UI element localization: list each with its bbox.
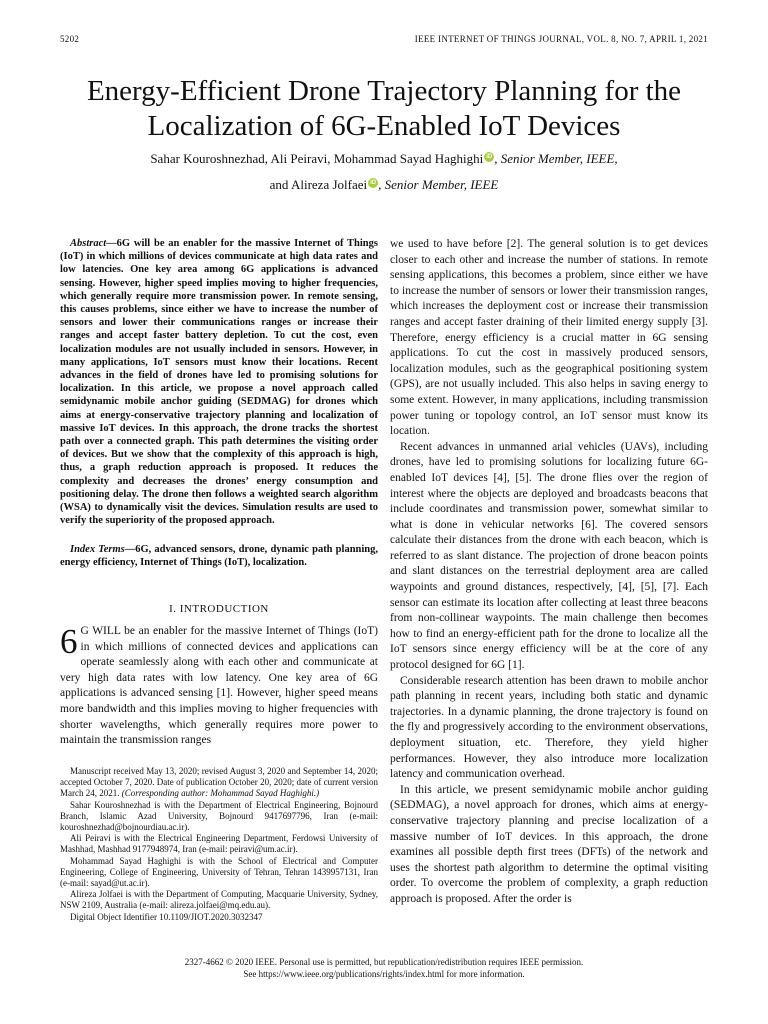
author-names-1: Sahar Kouroshnezhad, Ali Peiravi, Mohammad Sayad Haghighi bbox=[150, 151, 484, 166]
footnote: Manuscript received May 13, 2020; revised August 3, 2020 and September 14, 2020; accepted October 7, 2020. Date of publication October 20, 2020; date of current version March 24, 2021. (Corresponding author: Mohammad Sayad Haghighi.) bbox=[60, 766, 378, 799]
body-paragraph: Considerable research attention has been drawn to mobile anchor path planning in recent years, including both static and dynamic trajectories. In a dynamic planning, the drone trajectory is found on the fly and progressively according to the environment observations, deployment situation, etc. Therefore, they yield higher performances. However, they also introduce more localization latency and communication overhead. bbox=[390, 674, 708, 781]
orcid-icon[interactable]: iD bbox=[486, 154, 493, 160]
footnote: Sahar Kouroshnezhad is with the Department of Electrical Engineering, Bojnourd Branch, Islamic Azad University, Bojnourd 9417697796, Iran (e-mail: kouroshnezhad@bojnourdiau.ac.ir). bbox=[60, 799, 378, 833]
body-paragraph: we used to have before [2]. The general solution is to get devices closer to each other and increase the number of stations. In remote sensing applications, this becomes a problem, since either we have to increase the number of sensors or lower their transmission ranges, which increases the deployment cost or increase their transmission ranges and accept faster draining of their limited energy supply [3]. Therefore, energy efficiency is a crucial matter in 6G sensing applications. To cut the cost in massively produced sensors, localization modules, such as the geographical positioning system (GPS), are not usually included. This also helps in saving energy to some extent. However, in many applications, including transmission power tuning or topology control, an IoT sensor must know its location. bbox=[390, 238, 708, 438]
intro-first-word: G WILL bbox=[80, 625, 121, 637]
abstract-label: Abstract bbox=[70, 238, 107, 249]
author-line-1 bbox=[40, 151, 728, 167]
index-terms bbox=[60, 543, 378, 569]
author-role-2: , Senior Member, IEEE bbox=[378, 177, 499, 192]
running-header bbox=[60, 34, 708, 48]
body-paragraph: In this article, we present semidynamic mobile anchor guiding (SEDMAG), a novel approach for drones, which aims at energy-conservative trajectory planning and precise localization of a massive number of IoT devices. In this approach, the drone examines all possible depth first trees (DFTs) of the network and uses the shortest path algorithm to determine the optimal visiting order. To overcome the problem of complexity, a graph reduction approach is proposed. After the order is bbox=[390, 783, 708, 905]
copyright-line: 2327-4662 © 2020 IEEE. Personal use is permitted, but republication/redistribution requires IEEE permission. bbox=[184, 957, 584, 967]
author-line-2 bbox=[40, 177, 728, 193]
footnote: Ali Peiravi is with the Electrical Engineering Department, Ferdowsi University of Mashhad, Mashhad 9177948974, Iran (e-mail: peiravi@um.ac.ir). bbox=[60, 833, 378, 855]
abstract bbox=[60, 237, 378, 527]
abstract-text: —6G will be an enabler for the massive Internet of Things (IoT) in which millions of devices communicate at high data rates and low latencies. One key area among 6G applications is advanced sensing. However, higher speed implies moving to higher frequencies, which generally require more transmission power. In remote sensing, this causes problems, since either we have to increase the number of sensors and lower their communications ranges or increase their ranges and accept faster battery depletion. To cut the cost, even localization modules are not usually included in sensors. However, in many applications, IoT sensors must know their locations. Recent advances in the field of drones have led to promising solutions for localization. In this article, we propose a novel approach called semidynamic mobile anchor guiding (SEDMAG) for drones which aims at energy-conservative trajectory planning and localization of massive IoT devices. In this approach, the drone tracks the shortest path over a connected graph. This path determines the visiting order of devices. But we show that the complexity of this approach is high, thus, a graph reduction approach is proposed. It reduces the complexity and decreases the drones’ energy consumption and positioning delay. The drone then follows a weighted search algorithm (WSA) to dynamically visit the devices. Simulation results are used to verify the superiority of the proposed approach. bbox=[60, 238, 378, 527]
footnote: Digital Object Identifier 10.1109/JIOT.2020.3032347 bbox=[70, 911, 263, 922]
footnote: Alireza Jolfaei is with the Department of Computing, Macquarie University, Sydney, NSW 2109, Australia (e-mail: alireza.jolfaei@mq.edu.au). bbox=[60, 889, 378, 911]
paper-title: Energy-Efficient Drone Trajectory Planning for the Localization of 6G-Enabled IoT Devices bbox=[86, 75, 682, 142]
author-role-1: , Senior Member, IEEE, bbox=[494, 151, 618, 166]
body-paragraph: Recent advances in unmanned arial vehicles (UAVs), including drones, have led to promising solutions for localizing future 6G-enabled IoT devices [4], [5]. The drone flies over the region of interest where the objects are deployed and broadcasts beacons that include coordinates and transmission power, somewhat similar to what is done in vehicular networks [6]. The covered sensors calculate their distances from the drone with each beacon, which is referred to as slant distance. The projection of drone beacon points and slant distances on the terrestrial deployment area are called waypoints and ground distances, respectively, [4], [5], [7]. Each sensor can estimate its location after collecting at least three beacons from non-collinear waypoints. The main challenge then becomes how to find an energy-efficient path for the drone to localize all the IoT sensors since energy efficiency will be at the core of any protocol designed for 6G [1]. bbox=[390, 440, 708, 672]
copyright-footer bbox=[60, 956, 708, 980]
journal-name: IEEE INTERNET OF THINGS JOURNAL, VOL. 8, NO. 7, APRIL 1, 2021 bbox=[414, 34, 708, 44]
footnote: Mohammad Sayad Haghighi is with the School of Electrical and Computer Engineering, College of Engineering, University of Tehran, Tehran 1439957131, Iran (e-mail: sayad@ut.ac.ir). bbox=[60, 855, 378, 889]
drop-cap: 6 bbox=[60, 622, 78, 661]
section-heading: I. INTRODUCTION bbox=[169, 603, 269, 615]
index-terms-label: Index Terms bbox=[70, 544, 125, 555]
right-column bbox=[390, 237, 708, 908]
intro-text: be an enabler for the massive Internet of Things (IoT) in which millions of connected devices and applications can operate seamlessly along with each other and communicate at very high data rates with low latency. One key area of 6G applications is advanced sensing [1]. However, higher speed means more bandwidth and this implies moving to higher frequencies with shorter wavelengths, which generally requires more power to maintain the transmission ranges bbox=[60, 625, 378, 747]
intro-paragraph bbox=[60, 624, 378, 749]
author-names-2: and Alireza Jolfaei bbox=[269, 177, 368, 192]
rights-link-line: See https://www.ieee.org/publications/rights/index.html for more information. bbox=[243, 969, 525, 979]
footnotes bbox=[60, 766, 378, 923]
orcid-icon[interactable]: iD bbox=[370, 180, 377, 186]
index-terms-text: —6G, advanced sensors, drone, dynamic path planning, energy efficiency, Internet of Things (IoT), localization. bbox=[60, 544, 378, 569]
page-number: 5202 bbox=[60, 34, 80, 44]
